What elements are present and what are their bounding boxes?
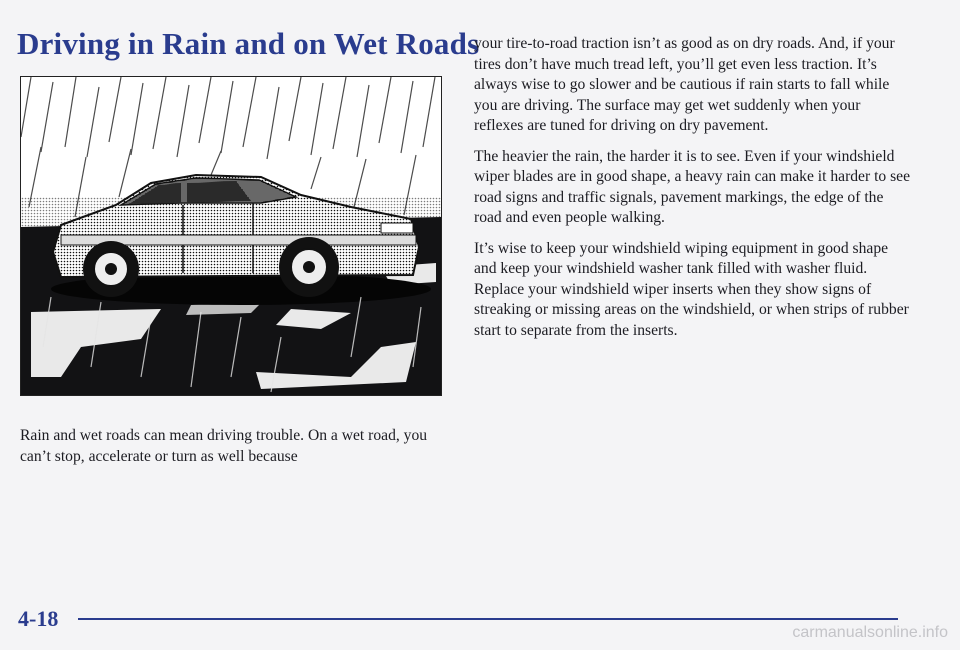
body-paragraph: The heavier the rain, the harder it is to see. Even if your windshield wiper blades are in good shape, a heavy rain can make it harder to see road signs and traffic signals, pavement markings, the edge of the road and even people walking. bbox=[474, 147, 911, 226]
right-column bbox=[474, 34, 910, 341]
page-number: 4-18 bbox=[18, 606, 59, 631]
page-title: Driving in Rain and on Wet Roads bbox=[17, 26, 480, 61]
footer-rule bbox=[78, 618, 898, 620]
left-column bbox=[20, 426, 450, 467]
watermark: carmanualsonline.info bbox=[792, 624, 948, 641]
body-paragraph: It’s wise to keep your windshield wiping equipment in good shape and keep your windshield washer tank filled with washer fluid. Replace your windshield wiper inserts when they show signs of streaking or missing areas on the windshield, or when strips of rubber start to separate from the inserts. bbox=[474, 239, 909, 339]
body-paragraph: Rain and wet roads can mean driving trouble. On a wet road, you can’t stop, accelerate or turn as well because bbox=[20, 427, 428, 465]
rain-car-illustration bbox=[20, 76, 442, 396]
body-paragraph: your tire-to-road traction isn’t as good as on dry roads. And, if your tires don’t have much tread left, you’ll get even less traction. It’s always wise to go slower and be cautious if rain starts to fall while you are driving. The surface may get wet suddenly when your reflexes are tuned for driving on dry pavement. bbox=[474, 35, 895, 134]
